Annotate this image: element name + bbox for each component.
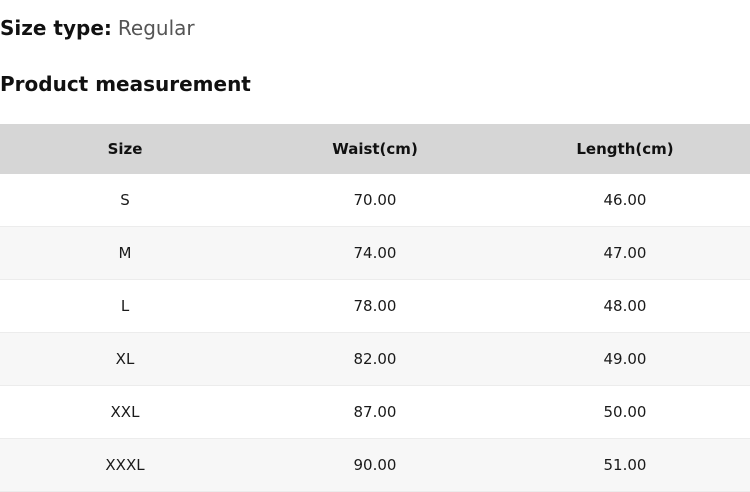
measurement-table-wrapper bbox=[0, 124, 750, 492]
cell-size: XXXL bbox=[0, 439, 250, 492]
size-type-value: Regular bbox=[117, 16, 195, 40]
table-body bbox=[0, 174, 750, 492]
cell-size: S bbox=[0, 174, 250, 227]
cell-waist: 87.00 bbox=[250, 386, 500, 439]
cell-size: M bbox=[0, 227, 250, 280]
cell-waist: 82.00 bbox=[250, 333, 500, 386]
cell-length: 49.00 bbox=[500, 333, 750, 386]
cell-waist: 78.00 bbox=[250, 280, 500, 333]
size-type-line bbox=[0, 14, 195, 42]
cell-size: XXL bbox=[0, 386, 250, 439]
table-row bbox=[0, 333, 750, 386]
cell-size: XL bbox=[0, 333, 250, 386]
size-type-label: Size type: bbox=[0, 16, 112, 40]
cell-waist: 74.00 bbox=[250, 227, 500, 280]
cell-size: L bbox=[0, 280, 250, 333]
cell-length: 51.00 bbox=[500, 439, 750, 492]
cell-length: 46.00 bbox=[500, 174, 750, 227]
table-row bbox=[0, 280, 750, 333]
cell-length: 47.00 bbox=[500, 227, 750, 280]
table-row bbox=[0, 174, 750, 227]
cell-waist: 90.00 bbox=[250, 439, 500, 492]
table-row bbox=[0, 439, 750, 492]
table-row bbox=[0, 386, 750, 439]
column-header-waist: Waist(cm) bbox=[250, 124, 500, 174]
measurement-table bbox=[0, 124, 750, 492]
cell-waist: 70.00 bbox=[250, 174, 500, 227]
cell-length: 48.00 bbox=[500, 280, 750, 333]
table-header-row bbox=[0, 124, 750, 174]
table-row bbox=[0, 227, 750, 280]
column-header-size: Size bbox=[0, 124, 250, 174]
cell-length: 50.00 bbox=[500, 386, 750, 439]
table-header bbox=[0, 124, 750, 174]
product-measurement-title: Product measurement bbox=[0, 72, 251, 96]
column-header-length: Length(cm) bbox=[500, 124, 750, 174]
